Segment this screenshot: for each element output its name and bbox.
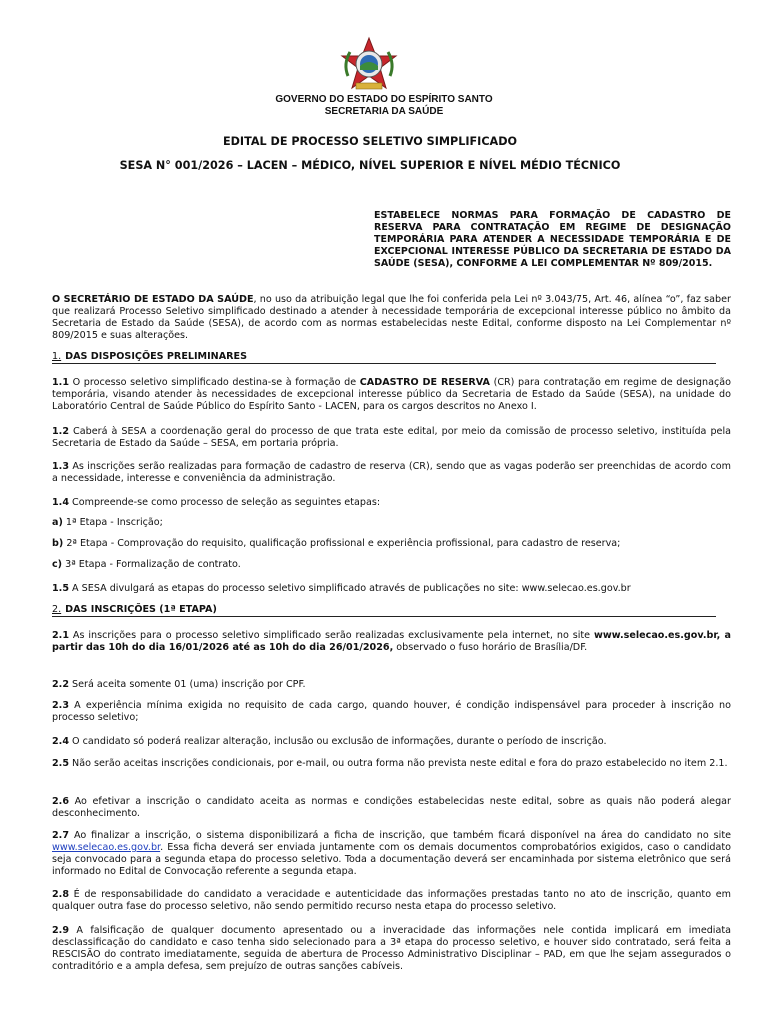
- clause-2-8: 2.8 É de responsabilidade do candidato a veracidade e autenticidade das informações prestadas tanto no ato de inscrição, quanto em qualquer outra fase do processo seletivo, não sendo permitido recurso nesta etapa do processo seletivo.: [52, 889, 731, 912]
- clause-1-2: 1.2 Caberá à SESA a coordenação geral do processo de que trata este edital, por meio da comissão de processo seletivo, instituída pela Secretaria de Estado da Saúde – SESA, em portaria própria.: [52, 426, 731, 449]
- clause-2-4: 2.4 O candidato só poderá realizar alteração, inclusão ou exclusão de informações, durante o período de inscrição.: [52, 736, 607, 747]
- clause-2-6: 2.6 Ao efetivar a inscrição o candidato aceita as normas e condições estabelecidas neste edital, sobre as quais não poderá alegar desconhecimento.: [52, 796, 731, 819]
- clause-2-5: 2.5 Não serão aceitas inscrições condicionais, por e-mail, ou outra forma não prevista neste edital e fora do prazo estabelecido no item 2.1.: [52, 758, 728, 769]
- clause-2-7: 2.7 Ao finalizar a inscrição, o sistema disponibilizará a ficha de inscrição, que também ficará disponível na área do candidato no site www.selecao.es.gov.br. Essa ficha deverá ser enviada juntamente com os demais documentos comprobatórios exigidos, caso o candidato seja convocado para a segunda etapa do processo seletivo. Toda a documentação deverá ser encaminhada por sistema eletrônico que será informado no Edital de Convocação referente a segunda etapa.: [52, 830, 731, 877]
- edital-subtitle: SESA N° 001/2026 – LACEN – MÉDICO, NÍVEL SUPERIOR E NÍVEL MÉDIO TÉCNICO: [119, 159, 621, 172]
- section-heading-2: 2. DAS INSCRIÇÕES (1ª ETAPA): [52, 603, 716, 617]
- preamble-paragraph: O SECRETÁRIO DE ESTADO DA SAÚDE, no uso da atribuição legal que lhe foi conferida pela Lei nº 3.043/75, Art. 46, alínea “o”, faz saber que realizará Processo Seletivo simplificado destinado a atender à necessidade temporária de excepcional interesse público no âmbito da Secretaria de Estado da Saúde (SESA), de acordo com as normas estabelecidas neste Edital, conforme disposto na Lei Complementar nº 809/2015 e suas alterações.: [52, 294, 731, 341]
- clause-1-5: 1.5 A SESA divulgará as etapas do processo seletivo simplificado através de publicações no site: www.selecao.es.gov.br: [52, 583, 631, 594]
- clause-2-9: 2.9 A falsificação de qualquer documento apresentado ou a inveracidade das informações nele contida implicará em imediata desclassificação do candidato e caso tenha sido selecionado para a 3ª etapa do processo seletivo, e houver sido contratado, será feita a RESCISÃO do contrato imediatamente, seguida de abertura de Processo Administrativo Disciplinar – PAD, em que lhe sejam assegurados o contraditório e a ampla defesa, sem prejuízo de outras sanções cabíveis.: [52, 925, 731, 972]
- clause-1-1: 1.1 O processo seletivo simplificado destina-se à formação de CADASTRO DE RESERVA (CR) para contratação em regime de designação temporária, visando atender às necessidades de excepcional interesse público da Secretaria de Estado da Saúde (SESA), na unidade do Laboratório Central de Saúde Público do Espírito Santo - LACEN, para os cargos descritos no Anexo I.: [52, 377, 731, 412]
- clause-2-1: 2.1 As inscrições para o processo seletivo simplificado serão realizadas exclusivamente pela internet, no site www.selecao.es.gov.br, a partir das 10h do dia 16/01/2026 até as 10h do dia 26/01/2026, observado o fuso horário de Brasília/DF.: [52, 630, 731, 653]
- government-name: GOVERNO DO ESTADO DO ESPÍRITO SANTO: [275, 94, 493, 105]
- selecao-site-link[interactable]: www.selecao.es.gov.br: [52, 841, 161, 853]
- clause-1-4: 1.4 Compreende-se como processo de seleção as seguintes etapas:: [52, 497, 381, 508]
- section-heading-1: 1. DAS DISPOSIÇÕES PRELIMINARES: [52, 350, 716, 364]
- state-coat-of-arms-icon: [338, 36, 400, 94]
- clause-1-3: 1.3 As inscrições serão realizadas para formação de cadastro de reserva (CR), sendo que as vagas poderão ser preenchidas de acordo com a necessidade, interesse e conveniência da administração.: [52, 461, 731, 484]
- clause-2-2: 2.2 Será aceita somente 01 (uma) inscrição por CPF.: [52, 679, 306, 690]
- clause-2-3: 2.3 A experiência mínima exigida no requisito de cada cargo, quando houver, é condição indispensável para proceder à inscrição no processo seletivo;: [52, 700, 731, 723]
- edital-summary: ESTABELECE NORMAS PARA FORMAÇÃO DE CADASTRO DE RESERVA PARA CONTRATAÇÃO EM REGIME DE DESIGNAÇÃO TEMPORÁRIA PARA ATENDER A NECESSIDADE TEMPORÁRIA E DE EXCEPCIONAL INTERESSE PÚBLICO DA SECRETARIA DE ESTADO DA SAÚDE (SESA), CONFORME A LEI COMPLEMENTAR Nº 809/2015.: [374, 210, 731, 269]
- stage-item-b: b) 2ª Etapa - Comprovação do requisito, qualificação profissional e experiência profissional, para cadastro de reserva;: [52, 538, 621, 549]
- stage-item-a: a) 1ª Etapa - Inscrição;: [52, 517, 163, 528]
- edital-title: EDITAL DE PROCESSO SELETIVO SIMPLIFICADO: [223, 135, 517, 148]
- stage-item-c: c) 3ª Etapa - Formalização de contrato.: [52, 559, 241, 570]
- department-name: SECRETARIA DA SAÚDE: [324, 106, 444, 117]
